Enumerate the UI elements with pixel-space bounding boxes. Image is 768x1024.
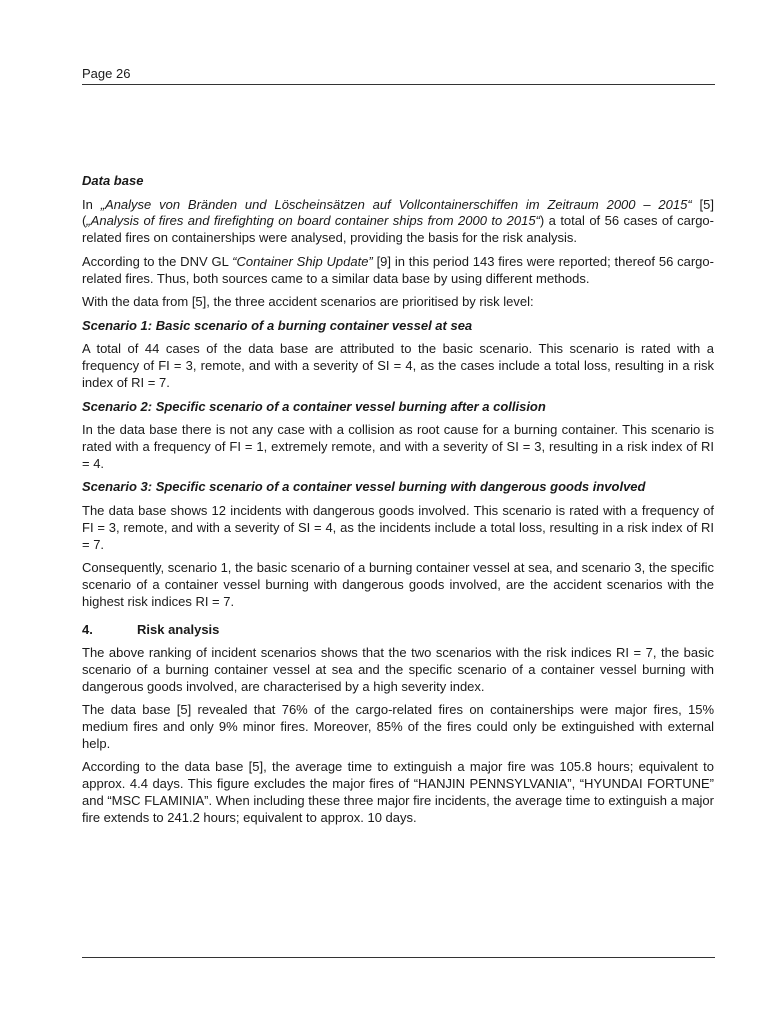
english-title: „Analysis of fires and firefighting on board container ships from 2000 to 2015“ [86, 213, 540, 229]
text-span: In [82, 196, 101, 212]
text-span: ) a total of 56 cases of cargo-related fires on containerships were analysed, providing the basis for the risk analysis. [82, 213, 714, 246]
section-title: Risk analysis [137, 621, 220, 637]
paragraph-extinguish-time: According to the data base [5], the average time to extinguish a major fire was 105.8 hours; equivalent to approx. 4.4 days. This figure excludes the major fires of “HANJIN PENNSYLVANIA”, “HYUNDAI FORTUNE” and “MSC FLAMINIA”. When including these three major fire incidents, the average time to extinguish a major fire extends to 241.2 hours; equivalent to approx. 10 days. [82, 759, 714, 825]
scenario-3-heading: Scenario 3: Specific scenario of a container vessel burning with dangerous goods involved [82, 479, 646, 495]
text-span: According to the DNV GL [82, 253, 233, 269]
section-heading-data-base: Data base [82, 173, 144, 188]
scenario-2-heading: Scenario 2: Specific scenario of a container vessel burning after a collision [82, 398, 546, 414]
paragraph-conclusion: Consequently, scenario 1, the basic scenario of a burning container vessel at sea, and scenario 3, the specific scenario of a container vessel burning with dangerous goods involved, are the accident scenarios with the highest risk indices RI = 7. [82, 560, 714, 609]
scenario-1-text: A total of 44 cases of the data base are attributed to the basic scenario. This scenario is rated with a frequency of FI = 3, remote, and with a severity of SI = 4, as the cases include a total loss, resulting in a risk index of RI = 7. [82, 341, 714, 390]
paragraph-dnv-gl [82, 254, 714, 288]
text-span: [9] in this period 143 fires were reported; thereof 56 cargo-related fires. Thus, both sources came to a similar data base by using different methods. [82, 253, 714, 286]
scenario-3-text: The data base shows 12 incidents with dangerous goods involved. This scenario is rated with a frequency of FI = 3, remote, and with a severity of SI = 4, as the incidents include a total loss, resulting in a risk index of RI = 7. [82, 502, 714, 552]
section-heading-risk-analysis [82, 622, 714, 639]
scenario-2-text: In the data base there is not any case with a collision as root cause for a burning container. This scenario is rated with a frequency of FI = 1, extremely remote, and with a severity of SI = 3, resulting in a risk index of RI = 4. [82, 422, 714, 471]
page-number: Page 26 [82, 66, 131, 81]
page-header [82, 66, 715, 85]
paragraph-prioritised: With the data from [5], the three accident scenarios are prioritised by risk level: [82, 294, 534, 310]
footer-rule [82, 957, 715, 958]
text-span: [5] ( [82, 196, 714, 229]
section-number: 4. [82, 621, 93, 637]
paragraph-fire-statistics: The data base [5] revealed that 76% of the cargo-related fires on containerships were major fires, 15% medium fires and only 9% minor fires. Moreover, 85% of the fires could only be extinguished with external help. [82, 702, 714, 751]
german-title: „Analyse von Bränden und Löscheinsätzen auf Vollcontainerschiffen im Zeitraum 2000 – 2015“ [100, 196, 692, 212]
paragraph-data-base-intro [82, 197, 714, 247]
scenario-1-heading: Scenario 1: Basic scenario of a burning container vessel at sea [82, 317, 473, 333]
publication-title: “Container Ship Update” [232, 253, 373, 269]
paragraph-risk-ranking: The above ranking of incident scenarios shows that the two scenarios with the risk indices RI = 7, the basic scenario of a burning container vessel at sea and the specific scenario of a container vessel burning with dangerous goods involved, are characterised by a high severity index. [82, 645, 714, 694]
document-body [82, 173, 714, 833]
